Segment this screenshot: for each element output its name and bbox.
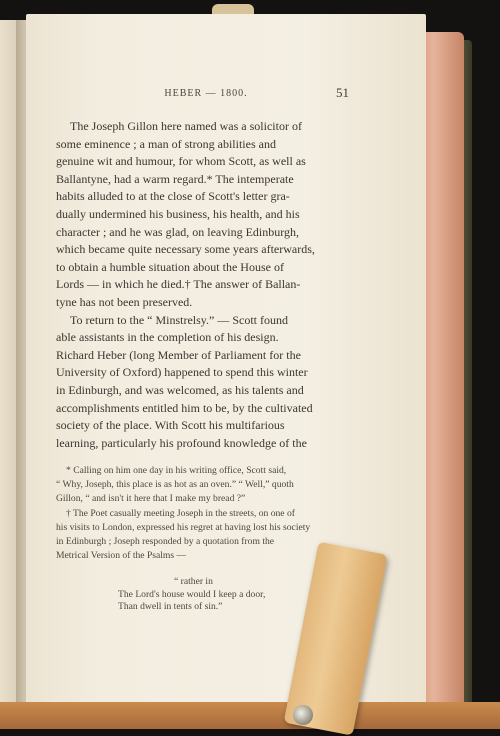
body-line: Lords — in which he died.† The answer of Ballan- [56, 277, 301, 292]
screw-icon [293, 705, 313, 725]
body-line: character ; and he was glad, on leaving Edinburgh, [56, 224, 300, 239]
body-line: University of Oxford) happened to spend this winter [56, 365, 308, 380]
footnote-line: in Edinburgh ; Joseph responded by a quotation from the [56, 536, 275, 548]
footnote-line: * Calling on him one day in his writing office, Scott said, [66, 465, 287, 476]
verse-line: “ rather in [174, 576, 213, 587]
body-line: accomplishments entitled him to be, by the cultivated [56, 400, 313, 415]
verse-line: Than dwell in tents of sin.” [118, 601, 223, 613]
quoted-verse [118, 576, 308, 614]
wooden-base [0, 702, 500, 729]
running-head: HEBER — 1800. [164, 88, 248, 99]
body-line: To return to the “ Minstrelsy.” — Scott found [70, 312, 289, 327]
body-line: to obtain a humble situation about the House of [56, 259, 284, 274]
body-line: learning, particularly his profound knowledge of the [56, 435, 307, 450]
body-text [56, 118, 352, 452]
page-holder [283, 545, 353, 729]
body-line: in Edinburgh, and was welcomed, as his talents and [56, 382, 304, 397]
body-line: Richard Heber (long Member of Parliament for the [56, 347, 301, 362]
body-line: tyne has not been preserved. [56, 294, 193, 309]
body-line: dually undermined his business, his health, and his [56, 206, 300, 221]
footnote-line: † The Poet casually meeting Joseph in the streets, on one of [66, 507, 295, 519]
body-line: Ballantyne, had a warm regard.* The intemperate [56, 171, 294, 186]
footnote-line: Gillon, “ and isn't it here that I make my bread ?” [56, 493, 246, 505]
page-number: 51 [336, 85, 349, 100]
body-line: society of the place. With Scott his multifarious [56, 418, 285, 433]
footnote-line: Metrical Version of the Psalms — [56, 550, 187, 562]
footnote-line: his visits to London, expressed his regret at having lost his society [56, 521, 311, 533]
body-line: some eminence ; a man of strong abilities and [56, 136, 276, 151]
body-line: able assistants in the completion of his design. [56, 330, 279, 345]
body-line: which became quite necessary some years afterwards, [56, 242, 315, 257]
body-line: The Joseph Gillon here named was a solicitor of [70, 119, 302, 133]
footnote-line: “ Why, Joseph, this place is as hot as an oven.” “ Well,” quoth [56, 479, 294, 491]
body-line: genuine wit and humour, for whom Scott, as well as [56, 154, 306, 169]
verse-line: The Lord's house would I keep a door, [118, 588, 266, 600]
body-line: habits alluded to at the close of Scott's letter gra- [56, 189, 290, 204]
